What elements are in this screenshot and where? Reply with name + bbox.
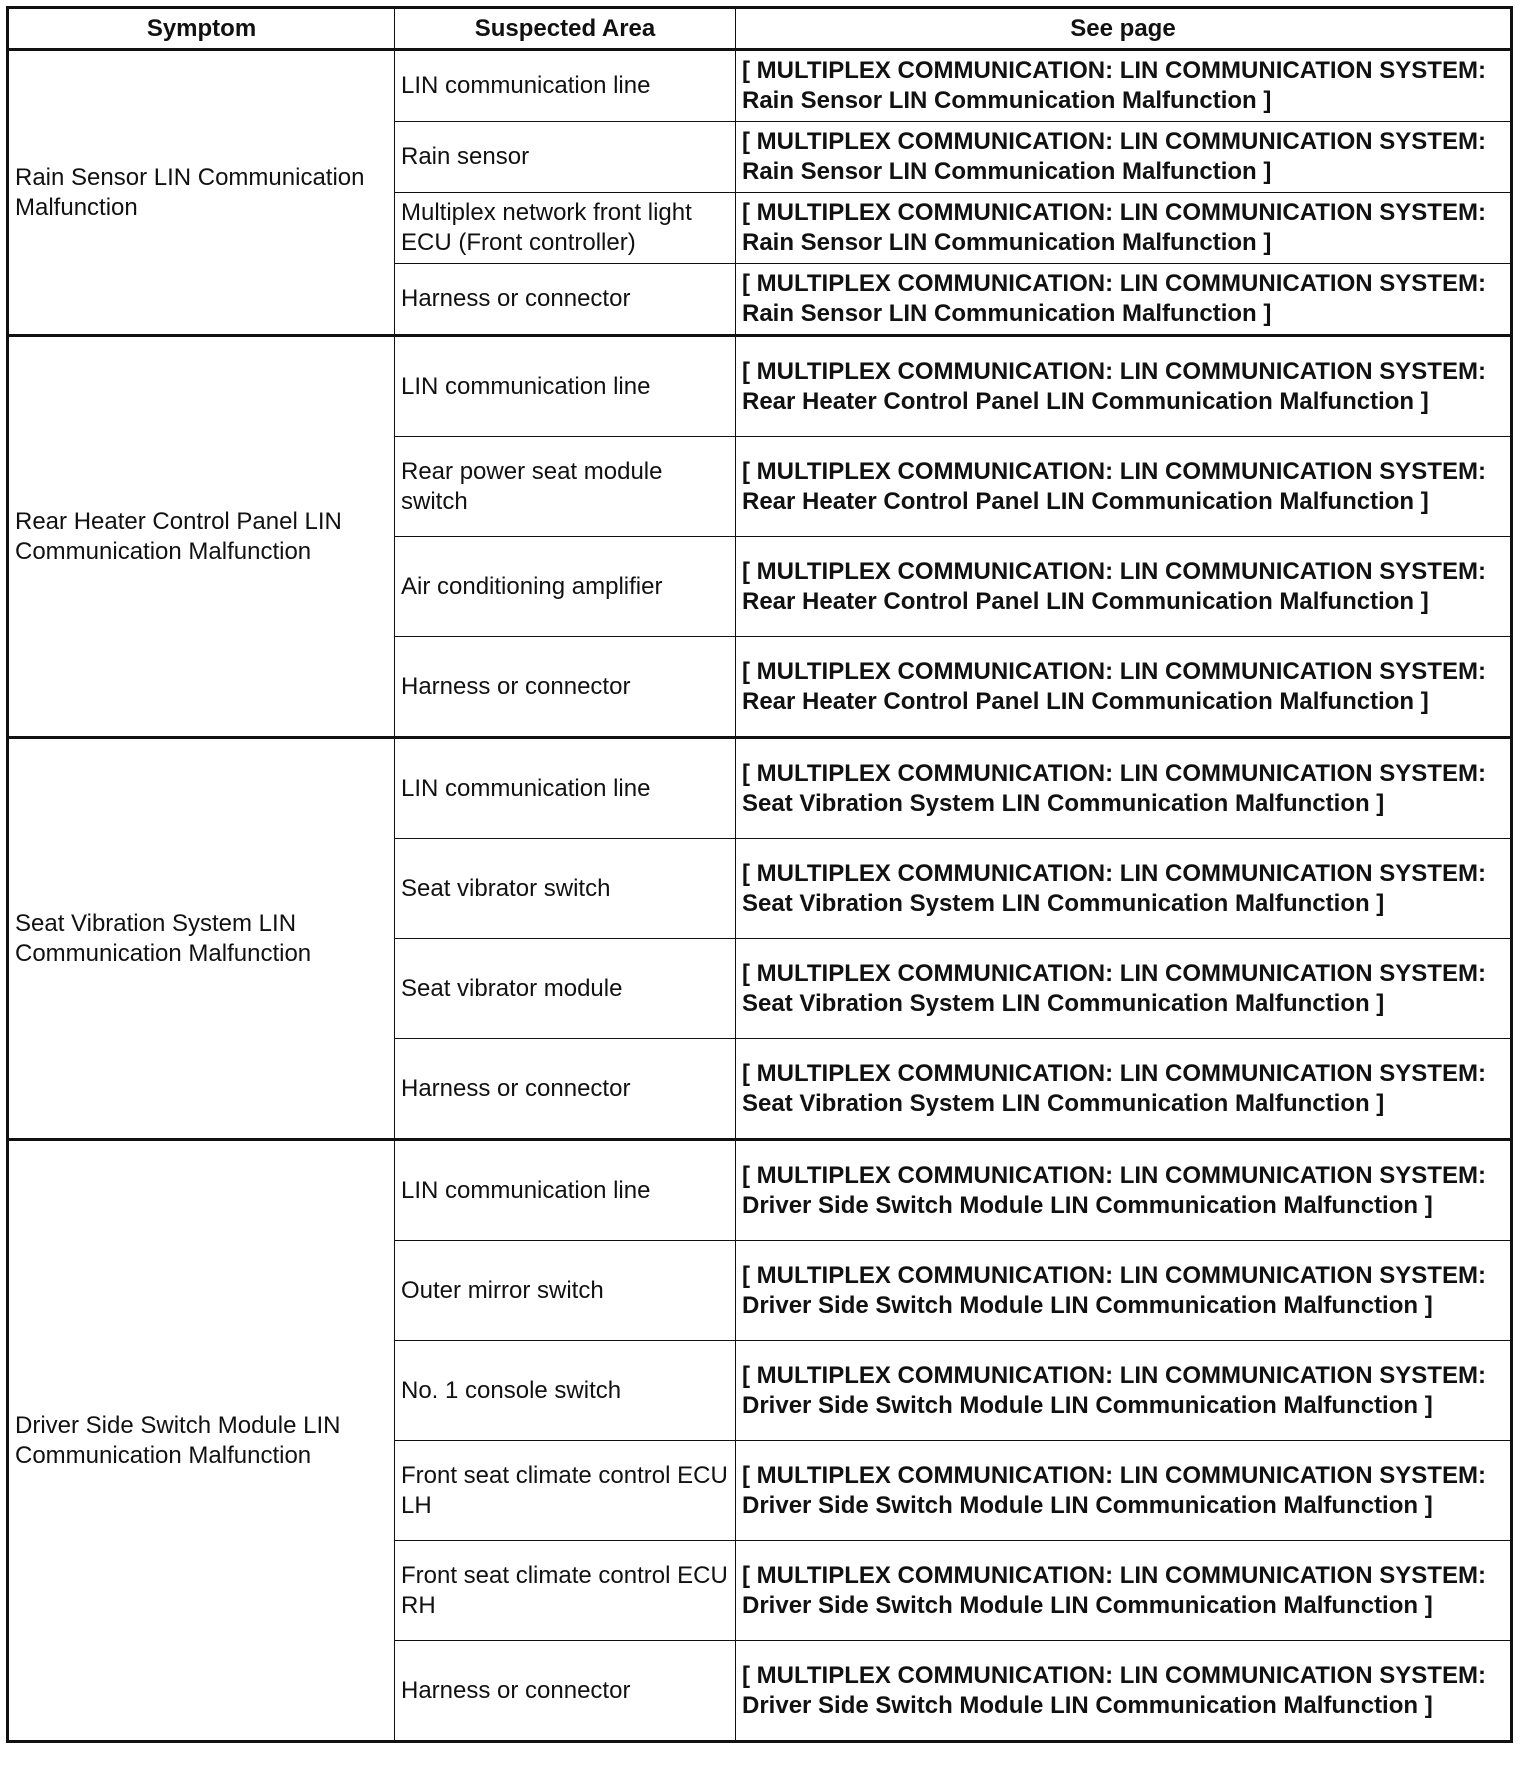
header-row — [8, 8, 1512, 50]
header-see-page: See page — [736, 8, 1512, 50]
suspected-area-cell: Rear power seat module switch — [395, 437, 736, 537]
see-page-link[interactable]: [ MULTIPLEX COMMUNICATION: LIN COMMUNICATION SYSTEM: Driver Side Switch Module LIN Communication Malfunction ] — [736, 1541, 1512, 1641]
see-page-link[interactable]: [ MULTIPLEX COMMUNICATION: LIN COMMUNICATION SYSTEM: Rain Sensor LIN Communication Malfunction ] — [736, 50, 1512, 122]
see-page-link[interactable]: [ MULTIPLEX COMMUNICATION: LIN COMMUNICATION SYSTEM: Rear Heater Control Panel LIN Communication Malfunction ] — [736, 437, 1512, 537]
see-page-link[interactable]: [ MULTIPLEX COMMUNICATION: LIN COMMUNICATION SYSTEM: Seat Vibration System LIN Communication Malfunction ] — [736, 939, 1512, 1039]
symptom-group-rain-sensor — [8, 50, 1512, 336]
table-row — [8, 1140, 1512, 1241]
see-page-link[interactable]: [ MULTIPLEX COMMUNICATION: LIN COMMUNICATION SYSTEM: Rear Heater Control Panel LIN Communication Malfunction ] — [736, 336, 1512, 437]
see-page-link[interactable]: [ MULTIPLEX COMMUNICATION: LIN COMMUNICATION SYSTEM: Driver Side Switch Module LIN Communication Malfunction ] — [736, 1341, 1512, 1441]
symptom-group-seat-vibration — [8, 738, 1512, 1140]
see-page-link[interactable]: [ MULTIPLEX COMMUNICATION: LIN COMMUNICATION SYSTEM: Rain Sensor LIN Communication Malfunction ] — [736, 193, 1512, 264]
suspected-area-cell: LIN communication line — [395, 50, 736, 122]
suspected-area-cell: Harness or connector — [395, 637, 736, 738]
see-page-link[interactable]: [ MULTIPLEX COMMUNICATION: LIN COMMUNICATION SYSTEM: Seat Vibration System LIN Communication Malfunction ] — [736, 738, 1512, 839]
suspected-area-cell: Seat vibrator switch — [395, 839, 736, 939]
suspected-area-cell: Multiplex network front light ECU (Front controller) — [395, 193, 736, 264]
symptom-group-driver-side-switch — [8, 1140, 1512, 1742]
see-page-link[interactable]: [ MULTIPLEX COMMUNICATION: LIN COMMUNICATION SYSTEM: Seat Vibration System LIN Communication Malfunction ] — [736, 1039, 1512, 1140]
suspected-area-cell: Front seat climate control ECU LH — [395, 1441, 736, 1541]
header-symptom: Symptom — [8, 8, 395, 50]
suspected-area-cell: Front seat climate control ECU RH — [395, 1541, 736, 1641]
see-page-link[interactable]: [ MULTIPLEX COMMUNICATION: LIN COMMUNICATION SYSTEM: Rear Heater Control Panel LIN Communication Malfunction ] — [736, 537, 1512, 637]
suspected-area-cell: LIN communication line — [395, 738, 736, 839]
see-page-link[interactable]: [ MULTIPLEX COMMUNICATION: LIN COMMUNICATION SYSTEM: Rear Heater Control Panel LIN Communication Malfunction ] — [736, 637, 1512, 738]
suspected-area-cell: Harness or connector — [395, 1039, 736, 1140]
suspected-area-cell: Rain sensor — [395, 122, 736, 193]
suspected-area-cell: Air conditioning amplifier — [395, 537, 736, 637]
see-page-link[interactable]: [ MULTIPLEX COMMUNICATION: LIN COMMUNICATION SYSTEM: Seat Vibration System LIN Communication Malfunction ] — [736, 839, 1512, 939]
suspected-area-cell: Harness or connector — [395, 264, 736, 336]
see-page-link[interactable]: [ MULTIPLEX COMMUNICATION: LIN COMMUNICATION SYSTEM: Driver Side Switch Module LIN Communication Malfunction ] — [736, 1140, 1512, 1241]
symptom-cell: Rain Sensor LIN Communication Malfunction — [8, 50, 395, 336]
suspected-area-cell: Seat vibrator module — [395, 939, 736, 1039]
symptom-group-rear-heater — [8, 336, 1512, 738]
table-row — [8, 336, 1512, 437]
table-row — [8, 50, 1512, 122]
suspected-area-cell: No. 1 console switch — [395, 1341, 736, 1441]
see-page-link[interactable]: [ MULTIPLEX COMMUNICATION: LIN COMMUNICATION SYSTEM: Driver Side Switch Module LIN Communication Malfunction ] — [736, 1241, 1512, 1341]
suspected-area-cell: LIN communication line — [395, 1140, 736, 1241]
symptom-cell: Seat Vibration System LIN Communication Malfunction — [8, 738, 395, 1140]
see-page-link[interactable]: [ MULTIPLEX COMMUNICATION: LIN COMMUNICATION SYSTEM: Rain Sensor LIN Communication Malfunction ] — [736, 122, 1512, 193]
see-page-link[interactable]: [ MULTIPLEX COMMUNICATION: LIN COMMUNICATION SYSTEM: Driver Side Switch Module LIN Communication Malfunction ] — [736, 1441, 1512, 1541]
suspected-area-cell: LIN communication line — [395, 336, 736, 437]
suspected-area-cell: Outer mirror switch — [395, 1241, 736, 1341]
symptom-cell: Rear Heater Control Panel LIN Communication Malfunction — [8, 336, 395, 738]
troubleshooting-table — [6, 6, 1513, 1743]
symptom-cell: Driver Side Switch Module LIN Communication Malfunction — [8, 1140, 395, 1742]
table-row — [8, 738, 1512, 839]
suspected-area-cell: Harness or connector — [395, 1641, 736, 1742]
see-page-link[interactable]: [ MULTIPLEX COMMUNICATION: LIN COMMUNICATION SYSTEM: Rain Sensor LIN Communication Malfunction ] — [736, 264, 1512, 336]
see-page-link[interactable]: [ MULTIPLEX COMMUNICATION: LIN COMMUNICATION SYSTEM: Driver Side Switch Module LIN Communication Malfunction ] — [736, 1641, 1512, 1742]
header-suspected-area: Suspected Area — [395, 8, 736, 50]
